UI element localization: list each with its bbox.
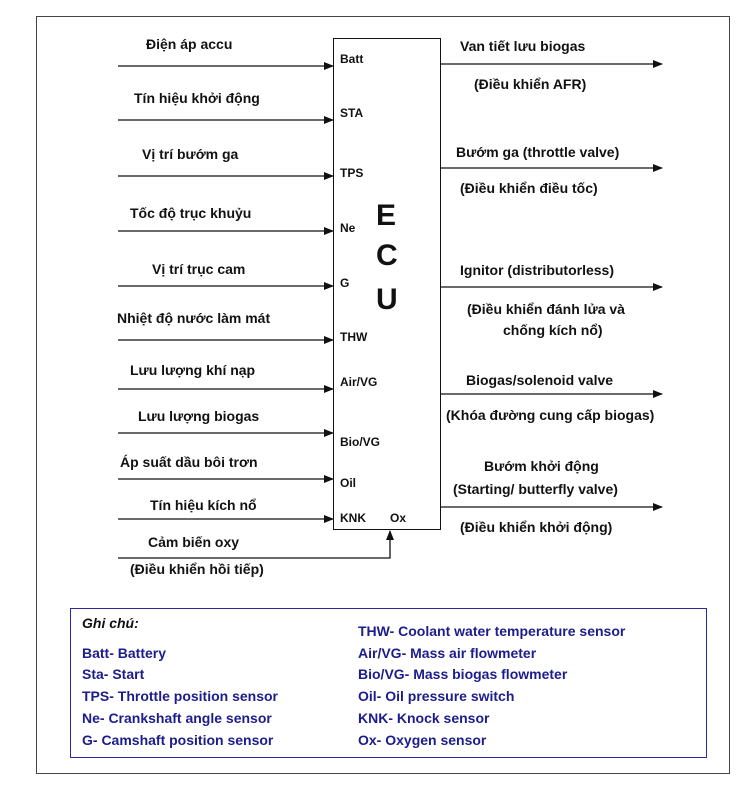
legend-right-item: Bio/VG- Mass biogas flowmeter bbox=[358, 666, 568, 682]
port-thw: THW bbox=[340, 330, 368, 344]
port-airvg: Air/VG bbox=[340, 375, 378, 389]
output-2-sub: (Điều khiển điều tốc) bbox=[460, 180, 598, 196]
output-2-title: Bướm ga (throttle valve) bbox=[456, 144, 620, 160]
legend-left-item: Ne- Crankshaft angle sensor bbox=[82, 710, 272, 726]
port-ox: Ox bbox=[390, 511, 407, 525]
input-label-oil: Áp suất dầu bôi trơn bbox=[120, 454, 258, 470]
port-tps: TPS bbox=[340, 166, 364, 180]
legend-right-item: Oil- Oil pressure switch bbox=[358, 688, 515, 704]
output-1-sub: (Điều khiển AFR) bbox=[474, 76, 587, 92]
output-4-title: Biogas/solenoid valve bbox=[466, 372, 614, 388]
input-label-ne: Tốc độ trục khuỷu bbox=[130, 205, 252, 221]
port-ne: Ne bbox=[340, 221, 356, 235]
input-label-g: Vị trí trục cam bbox=[152, 261, 246, 277]
output-3-sub2: chống kích nổ) bbox=[503, 322, 603, 338]
ecu-letter-e: E bbox=[376, 199, 397, 232]
input-label-knk: Tín hiệu kích nổ bbox=[150, 497, 257, 513]
legend-left-item: Batt- Battery bbox=[82, 645, 167, 661]
output-1-title: Van tiết lưu biogas bbox=[460, 38, 586, 54]
input-label-thw: Nhiệt độ nước làm mát bbox=[117, 310, 271, 326]
input-label-biovg: Lưu lượng biogas bbox=[138, 408, 260, 424]
legend-right-item: Ox- Oxygen sensor bbox=[358, 732, 487, 748]
input-sub-oxy: (Điều khiển hồi tiếp) bbox=[130, 561, 264, 577]
legend-box bbox=[70, 608, 707, 758]
legend-right-item: THW- Coolant water temperature sensor bbox=[358, 623, 626, 639]
output-5-title: Bướm khởi động bbox=[484, 458, 599, 474]
output-3-title: Ignitor (distributorless) bbox=[460, 262, 614, 278]
legend-left-item: TPS- Throttle position sensor bbox=[82, 688, 279, 704]
port-sta: STA bbox=[340, 106, 364, 120]
input-label-sta: Tín hiệu khởi động bbox=[134, 90, 260, 106]
ecu-letter-c: C bbox=[376, 239, 398, 272]
legend-left-item: Sta- Start bbox=[82, 666, 145, 682]
output-5-sub: (Điều khiển khởi động) bbox=[460, 519, 613, 535]
input-label-oxy: Cảm biến oxy bbox=[148, 534, 240, 550]
legend-right-item: Air/VG- Mass air flowmeter bbox=[358, 645, 537, 661]
input-label-batt: Điện áp accu bbox=[146, 36, 233, 52]
port-biovg: Bio/VG bbox=[340, 435, 381, 449]
output-3-sub: (Điều khiển đánh lửa và bbox=[467, 301, 625, 317]
output-5-title2: (Starting/ butterfly valve) bbox=[453, 481, 618, 497]
port-knk: KNK bbox=[340, 511, 366, 525]
input-label-tps: Vị trí bướm ga bbox=[142, 146, 239, 162]
port-g: G bbox=[340, 276, 350, 290]
input-label-airvg: Lưu lượng khí nạp bbox=[130, 362, 256, 378]
ecu-letter-u: U bbox=[376, 283, 398, 316]
legend-title: Ghi chú: bbox=[82, 615, 139, 631]
output-4-sub: (Khóa đường cung cấp biogas) bbox=[446, 407, 655, 423]
legend-right-item: KNK- Knock sensor bbox=[358, 710, 490, 726]
port-batt: Batt bbox=[340, 52, 364, 66]
port-oil: Oil bbox=[340, 476, 357, 490]
legend-left-item: G- Camshaft position sensor bbox=[82, 732, 274, 748]
